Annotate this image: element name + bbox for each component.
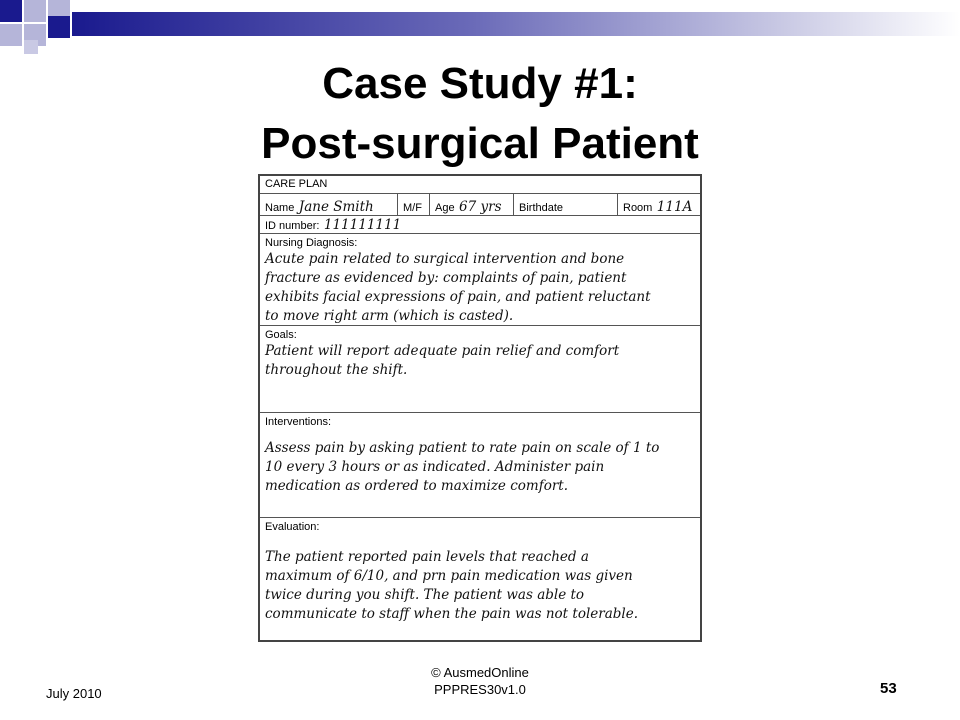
id-row xyxy=(260,216,700,234)
corner-square-navy xyxy=(48,16,70,38)
name-value: Jane Smith xyxy=(298,199,374,215)
nursing-diagnosis-section xyxy=(260,234,700,326)
page-number: 53 xyxy=(880,680,897,697)
slide-title-line1: Case Study #1: xyxy=(322,59,638,108)
nursing-diagnosis-line: fracture as evidenced by: complaints of pain, patient xyxy=(265,270,627,286)
care-plan-heading-row xyxy=(260,176,700,194)
nursing-diagnosis-line: exhibits facial expressions of pain, and patient reluctant xyxy=(265,289,651,305)
goals-section xyxy=(260,326,700,413)
evaluation-line: twice during you shift. The patient was able to xyxy=(265,587,585,603)
room-cell xyxy=(618,194,700,215)
age-label: Age xyxy=(435,202,455,214)
name-label: Name xyxy=(265,202,295,214)
care-plan-form xyxy=(258,174,702,642)
footer-center xyxy=(380,664,580,698)
evaluation-line: communicate to staff when the pain was not tolerable. xyxy=(265,606,638,622)
evaluation-line: The patient reported pain levels that reached a xyxy=(265,549,589,565)
slide-title-line2: Post-surgical Patient xyxy=(261,119,699,168)
footer-code: PPPRES30v1.0 xyxy=(434,682,526,697)
nursing-diagnosis-label: Nursing Diagnosis: xyxy=(265,237,358,249)
corner-square-navy xyxy=(0,0,22,22)
corner-square-light xyxy=(0,24,22,46)
header-gradient-bar xyxy=(72,12,960,36)
sex-label: M/F xyxy=(403,202,422,214)
footer-copyright: © AusmedOnline xyxy=(431,665,529,680)
birthdate-cell xyxy=(514,194,618,215)
corner-square-light xyxy=(24,40,38,54)
care-plan-heading: CARE PLAN xyxy=(265,178,328,190)
evaluation-line: maximum of 6/10, and prn pain medication was given xyxy=(265,568,633,584)
interventions-line: medication as ordered to maximize comfort. xyxy=(265,478,568,494)
goals-label: Goals: xyxy=(265,329,297,341)
footer-date: July 2010 xyxy=(46,686,102,701)
interventions-section xyxy=(260,413,700,518)
sex-cell xyxy=(398,194,430,215)
room-value: 111A xyxy=(656,199,693,215)
nursing-diagnosis-line: to move right arm (which is casted). xyxy=(265,308,514,324)
nursing-diagnosis-line: Acute pain related to surgical intervention and bone xyxy=(265,251,625,267)
evaluation-section xyxy=(260,518,700,640)
age-cell xyxy=(430,194,514,215)
name-cell xyxy=(260,194,398,215)
id-value: 111111111 xyxy=(323,217,402,233)
patient-info-row xyxy=(260,194,700,216)
room-label: Room xyxy=(623,202,653,214)
goals-line: throughout the shift. xyxy=(265,362,408,378)
goals-line: Patient will report adequate pain relief and comfort xyxy=(265,343,620,359)
age-value: 67 yrs xyxy=(459,199,502,215)
id-label: ID number: xyxy=(265,220,320,232)
evaluation-label: Evaluation: xyxy=(265,521,320,533)
interventions-line: 10 every 3 hours or as indicated. Administer pain xyxy=(265,459,605,475)
corner-square-light xyxy=(24,0,46,22)
interventions-label: Interventions: xyxy=(265,416,332,428)
birthdate-label: Birthdate xyxy=(519,202,564,214)
interventions-line: Assess pain by asking patient to rate pain on scale of 1 to xyxy=(265,440,660,456)
